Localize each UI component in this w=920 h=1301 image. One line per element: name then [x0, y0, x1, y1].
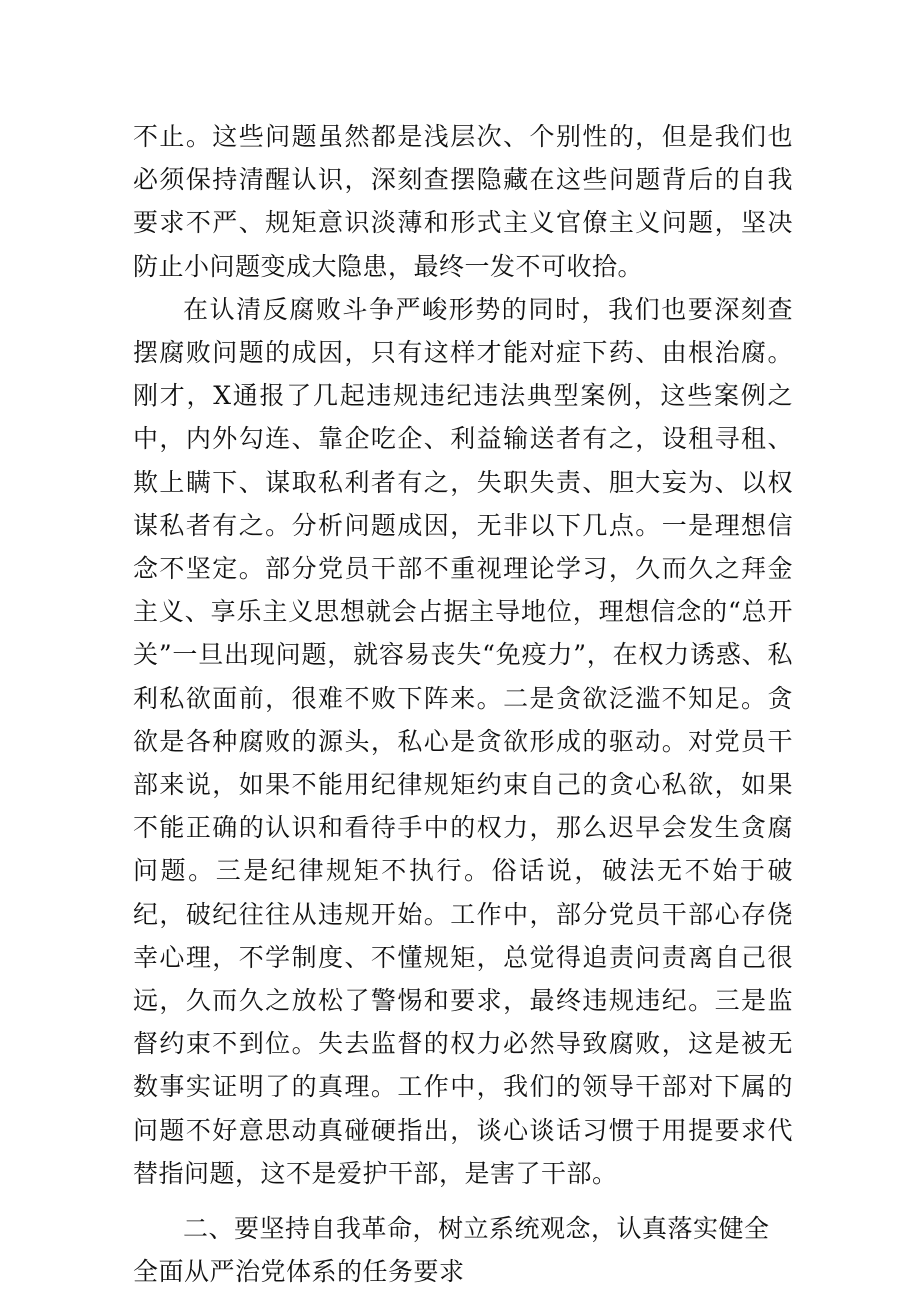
document-body: [133, 115, 793, 1293]
section-heading: 二、要坚持自我革命，树立系统观念，认真落实健全全面从严治党体系的任务要求: [133, 1214, 770, 1287]
paragraph-continued: 不止。这些问题虽然都是浅层次、个别性的，但是我们也必须保持清醒认识，深刻查摆隐藏在这些问题背后的自我要求不严、规矩意识淡薄和形式主义官僚主义问题，坚决防止小问题变成大隐患，最终一发不可收拾。: [133, 122, 793, 281]
paragraph-corruption-causes: 在认清反腐败斗争严峻形势的同时，我们也要深刻查摆腐败问题的成因，只有这样才能对症下药、由根治腐。刚才，X通报了几起违规违纪违法典型案例，这些案例之中，内外勾连、靠企吃企、利益输送者有之，设租寻租、欺上瞒下、谋取私利者有之，失职失责、胆大妄为、以权谋私者有之。分析问题成因，无非以下几点。一是理想信念不坚定。部分党员干部不重视理论学习，久而久之拜金主义、享乐主义思想就会占据主导地位，理想信念的“总开关”一旦出现问题，就容易丧失“免疫力”，在权力诱惑、私利私欲面前，很难不败下阵来。二是贪欲泛滥不知足。贪欲是各种腐败的源头，私心是贪欲形成的驱动。对党员干部来说，如果不能用纪律规矩约束自己的贪心私欲，如果不能正确的认识和看待手中的权力，那么迟早会发生贪腐问题。三是纪律规矩不执行。俗话说，破法无不始于破纪，破纪往往从违规开始。工作中，部分党员干部心存侥幸心理，不学制度、不懂规矩，总觉得追责问责离自己很远，久而久之放松了警惕和要求，最终违规违纪。三是监督约束不到位。失去监督的权力必然导致腐败，这是被无数事实证明了的真理。工作中，我们的领导干部对下属的问题不好意思动真碰硬指出，谈心谈话习惯于用提要求代替指问题，这不是爱护干部，是害了干部。: [133, 294, 793, 1188]
